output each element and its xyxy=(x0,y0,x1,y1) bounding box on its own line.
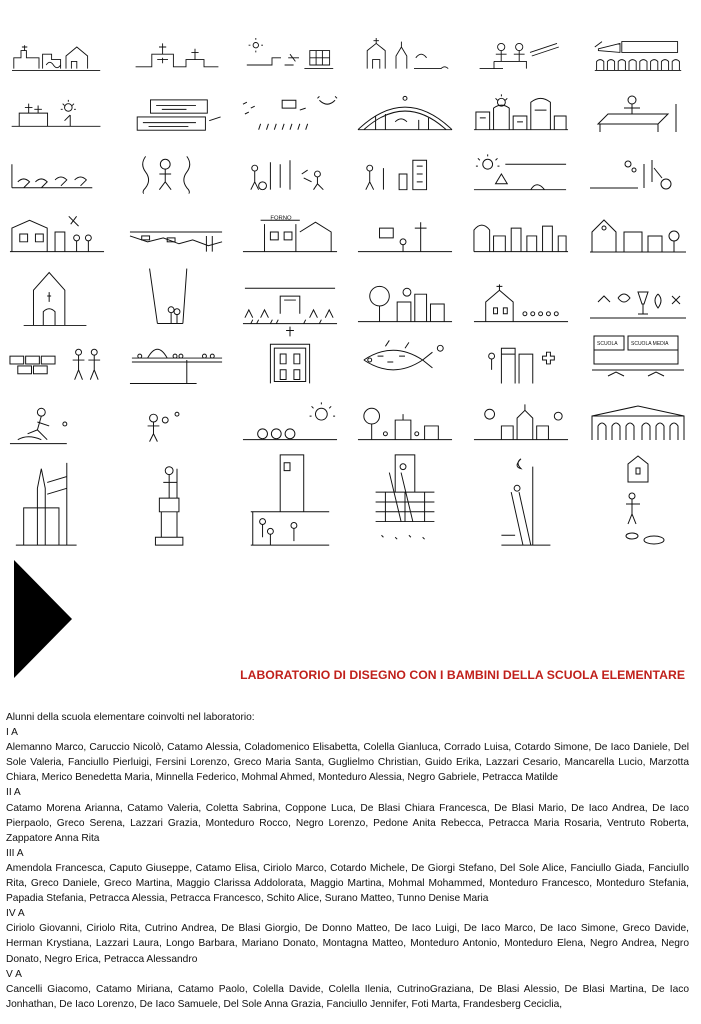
sketch-boats-line xyxy=(8,158,106,194)
section-title: LABORATORIO DI DISEGNO CON I BAMBINI DELLA SCUOLA ELEMENTARE xyxy=(240,668,685,682)
class-names-1a: Alemanno Marco, Caruccio Nicolò, Catamo Alessia, Coladomenico Elisabetta, Colella Gianluca, Corrado Luisa, Cotardo Simone, De Iaco Daniele, Del Sole Valeria, Fanciullo Pierluigi, Fersini Lorenzo, Greco Maria Santa, Guglielmo Christian, Guido Erika, Lazzari Cesario, Mancarella Lucio, Marzotta Chiara, Merico Benedetta Maria, Minnella Federico, Mohmal Ahmed, Monteduro Alessia, Negro Gabriele, Petracca Matilde xyxy=(6,742,689,784)
sketch-church-figures xyxy=(356,38,454,74)
participants-intro: Alunni della scuola elementare coinvolti nel laboratorio: xyxy=(6,712,255,723)
sign-forno: FORNO xyxy=(270,215,292,222)
sketch-arch-trees xyxy=(356,94,454,134)
sketch-chapel-crosses xyxy=(128,38,226,74)
sketch-glass-figures xyxy=(588,278,688,328)
sketch-parade-crowd xyxy=(128,336,226,386)
sketch-fish-path xyxy=(356,336,454,386)
class-label-5a: V A xyxy=(6,968,22,980)
sketch-grid xyxy=(6,30,696,550)
sketch-kneeling-figure xyxy=(8,400,106,446)
class-names-2a: Catamo Morena Arianna, Catamo Valeria, Coletta Sabrina, Coppone Luca, De Blasi Chiara Francesca, De Blasi Mario, De Iaco Andrea, De Iaco Pierpaolo, Greco Serena, Lazzari Grazia, Monteduro Rocco, Negro Lorenzo, Pedone Anita Rebecca, Petracca Maria Rosaria, Ventruto Roberta, Zappatore Anna Rita xyxy=(6,802,689,844)
class-names-5a: Cancelli Giacomo, Catamo Miriana, Catamo Paolo, Colella Davide, Colella Ilenia, CutrinoGraziana, De Blasi Alessio, De Blasi Martina, De Iaco Jonhathan, De Iaco Lorenzo, De Iaco Samuele, Del Sole Anna Grazia, Fanciullo Jennifer, Foti Marta, Frandesberg Ceciclia, xyxy=(6,983,689,1010)
class-label-3a: III A xyxy=(6,847,24,859)
sketch-sun-grid-window xyxy=(241,38,339,74)
sketch-chapel-flowers xyxy=(472,278,570,328)
class-label-4a: IV A xyxy=(6,908,25,920)
sketch-person-desk xyxy=(588,94,688,134)
sketch-ladder-bricks xyxy=(356,452,454,548)
sketch-kiosk-grass xyxy=(241,278,339,328)
class-label-2a: II A xyxy=(6,787,21,799)
sketch-framed-figures xyxy=(128,98,226,134)
sketch-arched-facades xyxy=(588,400,688,446)
sign-scuola: SCUOLA xyxy=(597,341,618,347)
sketch-cross-facade xyxy=(241,324,339,386)
sketch-obelisk-flags xyxy=(8,458,106,548)
sketch-tower-people xyxy=(356,154,454,194)
sketch-trees-people-church xyxy=(356,400,454,446)
sketch-street-perspective xyxy=(128,266,226,328)
sketch-steeple-sun xyxy=(472,400,570,446)
sketch-pharmacy-cross xyxy=(472,336,570,386)
class-label-1a: I A xyxy=(6,727,18,739)
sketch-pipeline-figures xyxy=(128,212,226,254)
sketch-moon-climber xyxy=(472,452,570,548)
triangle-arrow-icon xyxy=(14,560,72,678)
sketch-church-gable xyxy=(8,268,106,328)
participants-list xyxy=(6,710,689,1012)
sketch-tiles-people xyxy=(8,340,106,386)
sketch-house-trees xyxy=(588,212,688,254)
sketch-flowers-person xyxy=(588,154,688,194)
sketch-squiggle-figure xyxy=(128,154,226,194)
sketch-village-church xyxy=(8,38,106,74)
class-names-4a: Ciriolo Giovanni, Ciriolo Rita, Cutrino Andrea, De Blasi Giorgio, De Donno Matteo, De Iaco Luigi, De Iaco Marco, De Iaco Simone, Greco Davide, Herman Krystiana, Lazzari Laura, Longo Barbara, Mariano Donato, Montagna Matteo, Monteduro Antonio, Monteduro Elena, Negro Andrea, Negro Donato, Negro Erica, Petracca Alessandro xyxy=(6,923,689,965)
sketch-sign-figures xyxy=(356,212,454,254)
sketch-birds-rays xyxy=(241,94,339,134)
sketch-statue-pedestal xyxy=(128,458,226,548)
class-names-3a: Amendola Francesca, Caputo Giuseppe, Catamo Elisa, Ciriolo Marco, Cotardo Michele, De Giorgi Stefano, Del Sole Alice, Fanciullo Giada, Fanciullo Rita, Greco Daniele, Greco Martina, Maggio Clarissa Addolorata, Maggio Martina, Mohmal Mohammed, Monteduro Francesco, Monteduro Stefania, Papadia Stefania, Petracca Alessia, Petracca Francesco, Schito Alice, Surano Matteo, Tunno Denise Maria xyxy=(6,862,689,905)
sketch-building-people xyxy=(8,212,106,254)
sketch-sun-pins xyxy=(241,400,339,446)
sketch-stage-seats xyxy=(588,38,688,74)
sketch-sun-landscape xyxy=(472,154,570,194)
sketch-skyline-arches xyxy=(472,212,570,254)
sketch-tree-houses xyxy=(356,278,454,328)
sketch-cross-sun xyxy=(8,98,106,132)
sign-scuola-media: SCUOLA MEDIA xyxy=(631,341,669,347)
sketch-group-walking xyxy=(241,154,339,194)
sketch-houses-sun xyxy=(472,94,570,134)
sketch-forno-shop xyxy=(241,212,339,254)
sketch-workers-tower xyxy=(241,452,339,548)
sketch-people-bench xyxy=(472,38,570,74)
sketch-builder-chapel xyxy=(588,452,688,548)
sketch-scuola-building xyxy=(588,330,688,386)
sketch-figures-ball xyxy=(128,400,226,446)
